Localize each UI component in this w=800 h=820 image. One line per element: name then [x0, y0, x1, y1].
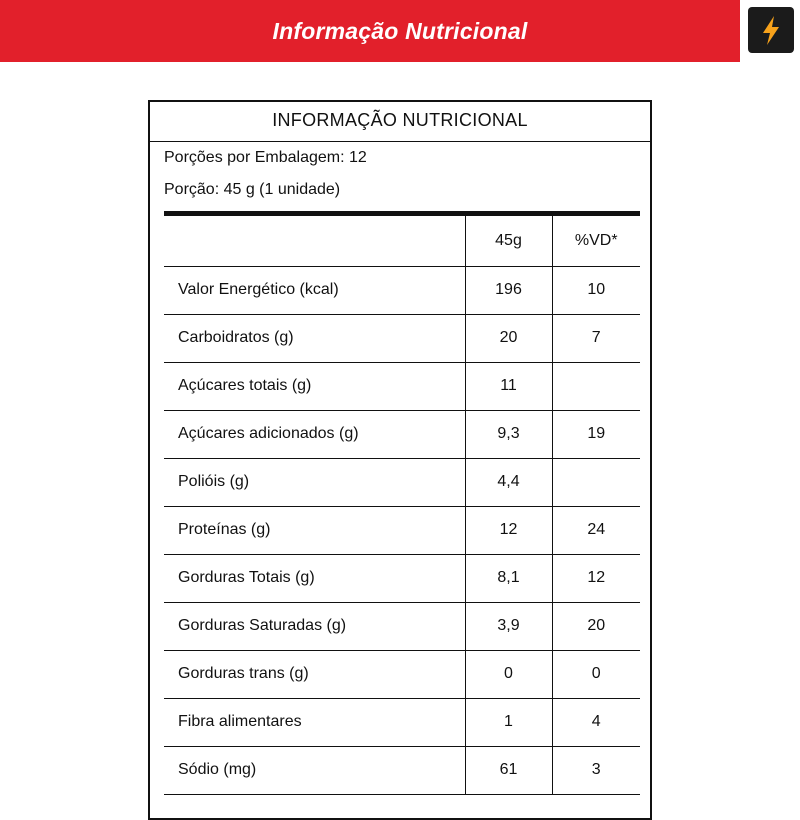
table-row — [164, 698, 640, 746]
nutrient-amount: 4,4 — [465, 458, 552, 506]
table-row — [164, 266, 640, 314]
brand-badge — [740, 0, 800, 62]
nutrient-name: Proteínas (g) — [164, 506, 465, 554]
nutrient-daily-value: 0 — [552, 650, 640, 698]
nutrition-title: INFORMAÇÃO NUTRICIONAL — [272, 110, 528, 130]
column-header-nutrient — [164, 216, 465, 266]
nutrient-daily-value: 12 — [552, 554, 640, 602]
nutrient-daily-value: 7 — [552, 314, 640, 362]
nutrient-daily-value — [552, 362, 640, 410]
table-row — [164, 602, 640, 650]
nutrient-amount: 8,1 — [465, 554, 552, 602]
servings-per-package: Porções por Embalagem: 12 — [164, 149, 367, 166]
nutrient-daily-value: 10 — [552, 266, 640, 314]
table-row — [164, 554, 640, 602]
nutrient-daily-value: 19 — [552, 410, 640, 458]
nutrient-amount: 11 — [465, 362, 552, 410]
lightning-bolt-icon — [748, 7, 794, 53]
nutrient-daily-value — [552, 458, 640, 506]
portion-size: Porção: 45 g (1 unidade) — [164, 181, 341, 198]
nutrient-name: Gorduras Saturadas (g) — [164, 602, 465, 650]
table-row — [164, 314, 640, 362]
nutrient-name: Açúcares totais (g) — [164, 362, 465, 410]
nutrient-amount: 196 — [465, 266, 552, 314]
nutrient-name: Gorduras trans (g) — [164, 650, 465, 698]
divider — [150, 141, 650, 142]
nutrient-amount: 1 — [465, 698, 552, 746]
nutrient-name: Carboidratos (g) — [164, 314, 465, 362]
table-row — [164, 506, 640, 554]
table-row — [164, 362, 640, 410]
nutrient-amount: 12 — [465, 506, 552, 554]
table-row — [164, 650, 640, 698]
table-header-row — [164, 216, 640, 266]
table-row — [164, 746, 640, 794]
nutrient-name: Sódio (mg) — [164, 746, 465, 794]
page-title: Informação Nutricional — [272, 18, 528, 44]
nutrient-amount: 0 — [465, 650, 552, 698]
nutrient-name: Polióis (g) — [164, 458, 465, 506]
nutrient-daily-value: 20 — [552, 602, 640, 650]
nutrient-amount: 20 — [465, 314, 552, 362]
nutrient-daily-value: 3 — [552, 746, 640, 794]
nutrition-table — [164, 216, 640, 795]
nutrient-name: Valor Energético (kcal) — [164, 266, 465, 314]
nutrient-amount: 61 — [465, 746, 552, 794]
nutrient-name: Fibra alimentares — [164, 698, 465, 746]
nutrient-name: Gorduras Totais (g) — [164, 554, 465, 602]
column-header-amount: 45g — [465, 216, 552, 266]
nutrient-amount: 3,9 — [465, 602, 552, 650]
nutrient-amount: 9,3 — [465, 410, 552, 458]
table-row — [164, 458, 640, 506]
nutrient-daily-value: 24 — [552, 506, 640, 554]
nutrient-name: Açúcares adicionados (g) — [164, 410, 465, 458]
table-row — [164, 410, 640, 458]
nutrient-daily-value: 4 — [552, 698, 640, 746]
nutrition-facts-panel — [148, 100, 652, 820]
column-header-daily-value: %VD* — [552, 216, 640, 266]
